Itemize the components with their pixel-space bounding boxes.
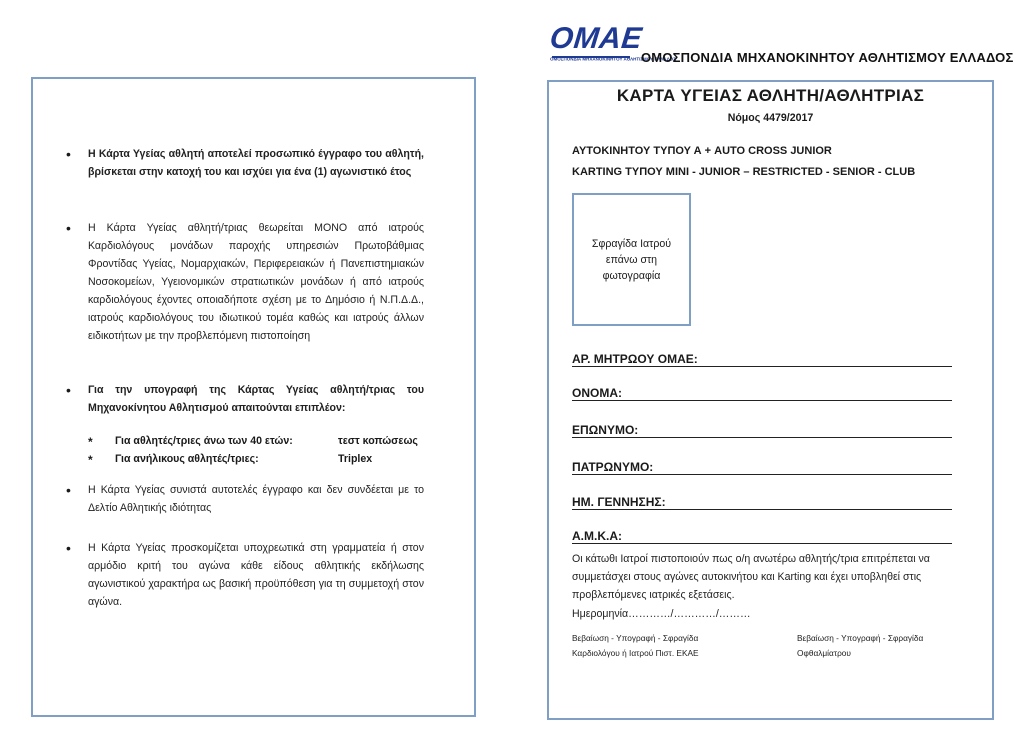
surname-field[interactable] — [572, 437, 952, 438]
name-field[interactable] — [572, 400, 952, 401]
vehicle-category-1: ΑΥΤΟΚΙΝΗΤΟΥ ΤΥΠΟΥ Α + AUTO CROSS JUNIOR — [572, 145, 832, 157]
birth-date-field[interactable] — [572, 509, 952, 510]
certification-statement: Οι κάτωθι Ιατροί πιστοποιούν πως ο/η ανωτέρω αθλητής/τρια επιτρέπεται να συμμετάσχει στους αγώνες αυτοκινήτου και Karting και έχει υποβληθεί στις προβλεπόμενες ιατρικές εξετάσεις. — [572, 553, 930, 601]
info-paragraph-4: Η Κάρτα Υγείας συνιστά αυτοτελές έγγραφο και δεν συνδέεται με το Δελτίο Αθλητικής ιδιότητας — [88, 484, 424, 514]
bullet-icon: • — [66, 540, 71, 556]
ophthalmologist-signature-block — [797, 631, 923, 661]
requirement-2-label: Για ανήλικους αθλητές/τριες: — [115, 453, 259, 465]
omae-logo — [548, 22, 676, 68]
surname-label: ΕΠΩΝΥΜΟ: — [572, 423, 639, 437]
info-paragraph-3: Για την υπογραφή της Κάρτας Υγείας αθλητή/τριας του Μηχανοκίνητου Αθλητισμού απαιτούνται επιπλέον: — [88, 384, 424, 414]
ophthalmologist-signature-line-1: Βεβαίωση - Υπογραφή - Σφραγίδα — [797, 633, 924, 643]
vehicle-category-2: KARTING ΤΥΠΟΥ MINI - JUNIOR – RESTRICTED - SENIOR - CLUB — [572, 166, 916, 178]
asterisk-icon: * — [88, 435, 93, 449]
father-name-field[interactable] — [572, 474, 952, 475]
asterisk-icon: * — [88, 453, 93, 467]
organization-name: ΟΜΟΣΠΟΝΔΙΑ ΜΗΧΑΝΟΚΙΝΗΤΟΥ ΑΘΛΗΤΙΣΜΟΥ ΕΛΛΑΔΟΣ — [641, 50, 1014, 65]
info-paragraph-2: Η Κάρτα Υγείας αθλητή/τριας θεωρείται ΜΟΝΟ από ιατρούς Καρδιολόγους μονάδων παροχής υπηρεσιών Πρωτοβάθμιας Φροντίδας Υγείας, Νομαρχιακών, Περιφερειακών ή Πανεπιστημιακών Νοσοκομείων, Υγειονομικών στρατιωτικών μονάδων ή από ιατρούς καρδιολόγους έχοντες οποιαδήποτε σχέση με το Δημόσιο ή Ν.Π.Δ.Δ., ιατρούς καρδιολόγους του ιδιωτικού τομέα καθώς και ιατρούς άλλων ειδικοτήτων με την προβλεπόμενη πιστοποίηση — [88, 222, 424, 342]
requirement-1-value: τεστ κοπώσεως — [338, 435, 418, 447]
bullet-icon: • — [66, 382, 71, 398]
requirement-2-value: Triplex — [338, 453, 373, 465]
card-title: ΚΑΡΤΑ ΥΓΕΙΑΣ ΑΘΛΗΤΗ/ΑΘΛΗΤΡΙΑΣ — [616, 86, 925, 105]
father-name-label: ΠΑΤΡΩΝΥΜΟ: — [572, 460, 654, 474]
registry-number-label: ΑΡ. ΜΗΤΡΩΟΥ ΟΜΑΕ: — [572, 352, 698, 366]
cardiologist-signature-line-2: Καρδιολόγου ή Ιατρού Πιστ. ΕΚΑΕ — [572, 648, 699, 658]
cardiologist-signature-block — [572, 631, 699, 661]
logo-subtitle-text: ΟΜΟΣΠΟΝΔΙΑ ΜΗΧΑΝΟΚΙΝΗΤΟΥ ΑΘΛΗΤΙΣΜΟΥ ΕΛΛΑΔΟΣ — [550, 57, 676, 63]
header — [548, 22, 1014, 68]
info-paragraph-5: Η Κάρτα Υγείας προσκομίζεται υποχρεωτικά στη γραμματεία ή στον αρμόδιο κριτή του αγώνα κάθε είδους αθλητικής εκδήλωσης αγωνιστικού χαρακτήρα ως βασική προϋπόθεση για τη συμμετοχή στον αγώνα. — [88, 542, 424, 608]
amka-label: Α.Μ.Κ.Α: — [572, 529, 622, 543]
bullet-icon: • — [66, 220, 71, 236]
amka-field[interactable] — [572, 543, 952, 544]
requirement-1-label: Για αθλητές/τριες άνω των 40 ετών: — [115, 435, 293, 447]
info-paragraph-1: Η Κάρτα Υγείας αθλητή αποτελεί προσωπικό έγγραφο του αθλητή, βρίσκεται στην κατοχή του και ισχύει για ένα (1) αγωνιστικό έτος — [88, 148, 424, 178]
photo-box — [572, 193, 691, 326]
logo-text: OMAE — [548, 22, 644, 55]
name-label: ΟΝΟΜΑ: — [572, 386, 622, 400]
date-field: Ημερομηνία…………/…………/……… — [572, 608, 751, 620]
ophthalmologist-signature-line-2: Οφθαλμίατρου — [797, 648, 851, 658]
cardiologist-signature-line-1: Βεβαίωση - Υπογραφή - Σφραγίδα — [572, 633, 699, 643]
bullet-icon: • — [66, 482, 71, 498]
birth-date-label: ΗΜ. ΓΕΝΝΗΣΗΣ: — [572, 495, 666, 509]
bullet-icon: • — [66, 146, 71, 162]
law-reference: Νόμος 4479/2017 — [727, 112, 814, 124]
photo-box-label: Σφραγίδα Ιατρού επάνω στη φωτογραφία — [591, 237, 672, 282]
logo-subtitle — [550, 57, 676, 63]
registry-number-field[interactable] — [572, 366, 952, 367]
